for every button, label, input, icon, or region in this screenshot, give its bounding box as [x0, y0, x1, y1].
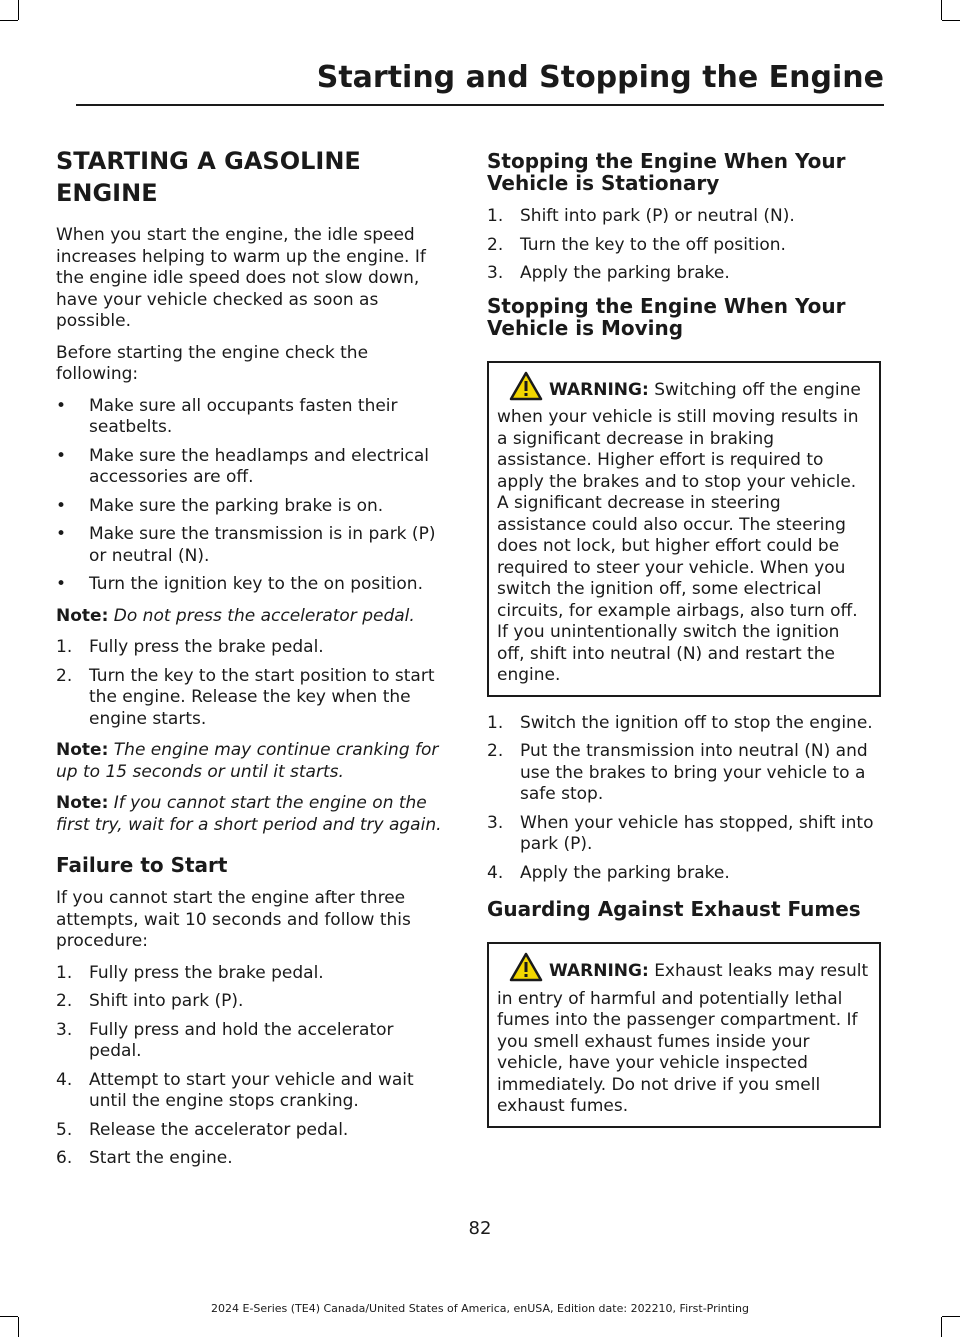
crop-mark — [942, 20, 960, 21]
stationary-steps — [487, 206, 881, 285]
list-item: 4. Attempt to start your vehicle and wait until the engine stops cranking. — [56, 1069, 414, 1111]
list-item: 3. Apply the parking brake. — [487, 263, 730, 283]
page-number: 82 — [468, 1218, 492, 1239]
list-item: 1. Fully press the brake pedal. — [56, 962, 324, 983]
header-divider — [76, 104, 884, 106]
note: Note: If you cannot start the engine on the first try, wait for a short period and try again. — [56, 793, 442, 835]
list-item: 2. Put the transmission into neutral (N) and use the brakes to bring your vehicle to a safe stop. — [487, 741, 868, 804]
list-item: • Turn the ignition key to the on position. — [56, 574, 423, 594]
subsection-heading: Guarding Against Exhaust Fumes — [487, 897, 861, 921]
crop-mark — [18, 1317, 19, 1337]
subsection-heading: Stopping the Engine When Your Vehicle is Stationary — [487, 149, 846, 195]
subsection-heading: Stopping the Engine When Your Vehicle is Moving — [487, 293, 846, 340]
page-title: Starting and Stopping the Engine — [316, 60, 884, 95]
moving-steps — [487, 713, 881, 885]
warning-box — [487, 361, 881, 697]
warning-label: WARNING: — [549, 961, 649, 981]
warning-label: WARNING: — [549, 379, 649, 400]
warning-triangle-icon — [509, 371, 543, 408]
list-item: • Make sure the parking brake is on. — [56, 495, 384, 516]
crop-mark — [0, 20, 18, 21]
list-item: 4. Apply the parking brake. — [487, 862, 730, 883]
checklist — [56, 396, 448, 596]
crop-mark — [18, 0, 19, 20]
crop-mark — [941, 1317, 942, 1337]
list-item: 1. Fully press the brake pedal. — [56, 637, 324, 657]
list-item: 3. When your vehicle has stopped, shift into park (P). — [487, 812, 874, 854]
crop-mark — [941, 0, 942, 20]
crop-mark — [0, 1316, 18, 1317]
failure-steps — [56, 963, 448, 1170]
edition-footer: 2024 E-Series (TE4) Canada/United States of America, enUSA, Edition date: 202210, First-Printing — [211, 1302, 749, 1315]
list-item: • Make sure the transmission is in park (P) or neutral (N). — [56, 524, 436, 566]
list-item: 3. Fully press and hold the accelerator pedal. — [56, 1019, 394, 1061]
warning-triangle-icon — [509, 952, 543, 989]
list-item: 2. Turn the key to the start position to start the engine. Release the key when the engine starts. — [56, 665, 435, 729]
subsection-heading: Failure to Start — [56, 853, 228, 877]
crop-mark — [942, 1316, 960, 1317]
note: Note: The engine may continue cranking for up to 15 seconds or until it starts. — [56, 740, 439, 782]
warning-text: Exhaust leaks may result in entry of harmful and potentially lethal fumes into the passenger compartment. If you smell exhaust fumes inside your vehicle, have your vehicle inspected immediately. Do not drive if you smell exhaust fumes. — [497, 961, 869, 1116]
intro-paragraph: When you start the engine, the idle speed increases helping to warm up the engine. If the engine idle speed does not slow down, have your vehicle checked as soon as possible. — [56, 225, 426, 331]
list-item: 1. Shift into park (P) or neutral (N). — [487, 206, 795, 226]
failure-intro: If you cannot start the engine after three attempts, wait 10 seconds and follow this procedure: — [56, 888, 411, 951]
list-item: 5. Release the accelerator pedal. — [56, 1119, 349, 1140]
list-item: • Make sure all occupants fasten their seatbelts. — [56, 395, 398, 437]
list-item: • Make sure the headlamps and electrical accessories are off. — [56, 445, 430, 487]
list-item: 2. Shift into park (P). — [56, 991, 244, 1011]
list-item: 1. Switch the ignition off to stop the engine. — [487, 712, 873, 733]
right-column — [487, 150, 881, 1144]
checklist-intro: Before starting the engine check the following: — [56, 342, 369, 384]
left-column — [56, 145, 448, 1180]
start-steps — [56, 637, 448, 730]
list-item: 6. Start the engine. — [56, 1148, 233, 1168]
section-heading: STARTING A GASOLINE ENGINE — [56, 147, 361, 207]
warning-text: Switching off the engine when your vehicle is still moving results in a significant decrease in braking assistance. Higher effort is required to apply the brakes and to stop your vehicle. A significant decrease in steering assistance could also occur. The steering does not lock, but higher effort could be required to steer your vehicle. When you switch the ignition off, some electrical circuits, for example airbags, also turn off. If you unintentionally switch the ignition off, shift into neutral (N) and restart the engine. — [497, 379, 861, 685]
note: Note: Do not press the accelerator pedal. — [56, 605, 415, 626]
warning-box — [487, 942, 881, 1128]
list-item: 2. Turn the key to the off position. — [487, 234, 786, 255]
